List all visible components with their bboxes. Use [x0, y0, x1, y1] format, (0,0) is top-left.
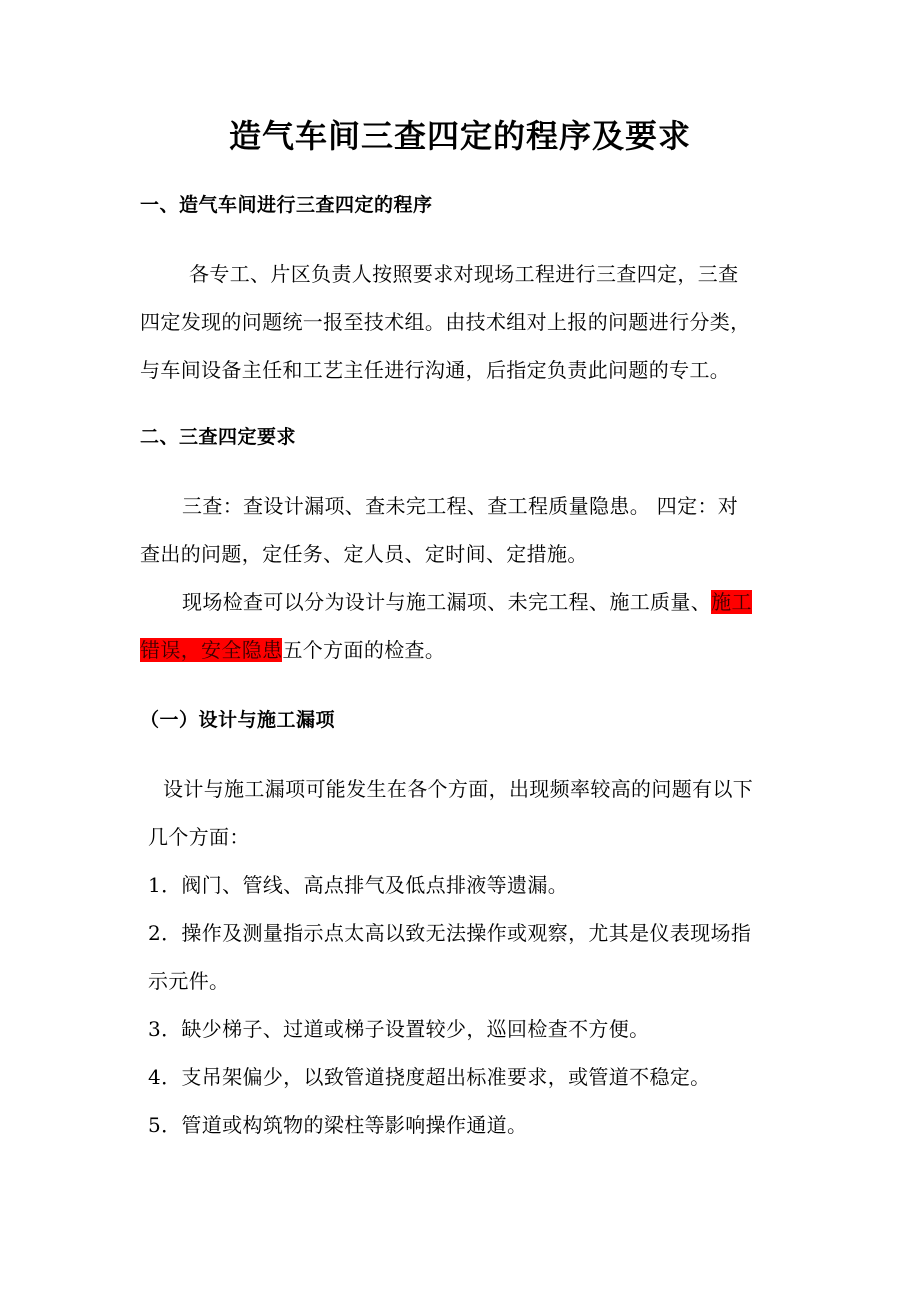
paragraph-2-line-2-text: 五个方面的检查。 [282, 638, 446, 662]
list-item-2: 2．操作及测量指示点太高以致无法操作或观察，尤其是仪表现场指 [148, 921, 752, 945]
subsection-1-heading: （一）设计与施工漏项 [140, 709, 336, 731]
section-2-paragraph-1-line-2: 查出的问题，定任务、定人员、定时间、定措施。 [140, 542, 588, 566]
document-title: 造气车间三查四定的程序及要求 [228, 117, 691, 155]
section-1-line-3: 与车间设备主任和工艺主任进行沟通，后指定负责此问题的专工。 [140, 358, 731, 382]
highlighted-text: 施工 [711, 590, 752, 614]
list-item-1: 1．阀门、管线、高点排气及低点排液等遗漏。 [148, 873, 569, 897]
subsection-1-intro-line-2: 几个方面： [148, 825, 250, 849]
subsection-1-intro-line-1: 设计与施工漏项可能发生在各个方面，出现频率较高的问题有以下 [163, 777, 754, 801]
section-2-paragraph-2-line-2 [140, 636, 445, 664]
list-item-3: 3．缺少梯子、过道或梯子设置较少，巡回检查不方便。 [148, 1017, 650, 1041]
list-item-2-continued: 示元件。 [148, 969, 230, 993]
section-1-line-1: 各专工、片区负责人按照要求对现场工程进行三查四定，三查 [189, 262, 739, 286]
section-2-heading: 二、三查四定要求 [140, 426, 297, 448]
list-item-4: 4．支吊架偏少，以致管道挠度超出标准要求，或管道不稳定。 [148, 1065, 711, 1089]
section-1-line-2: 四定发现的问题统一报至技术组。由技术组对上报的问题进行分类， [140, 310, 751, 334]
list-item-5: 5．管道或构筑物的梁柱等影响操作通道。 [148, 1113, 528, 1137]
highlighted-text: 错误，安全隐患 [140, 638, 283, 662]
section-2-paragraph-2-line-1 [182, 588, 752, 616]
section-2-paragraph-1-line-1: 三查：查设计漏项、查未完工程、查工程质量隐患。 四定：对 [182, 494, 739, 518]
section-1-heading: 一、造气车间进行三查四定的程序 [140, 194, 433, 216]
paragraph-2-line-1-text: 现场检查可以分为设计与施工漏项、未完工程、施工质量、 [182, 590, 712, 614]
